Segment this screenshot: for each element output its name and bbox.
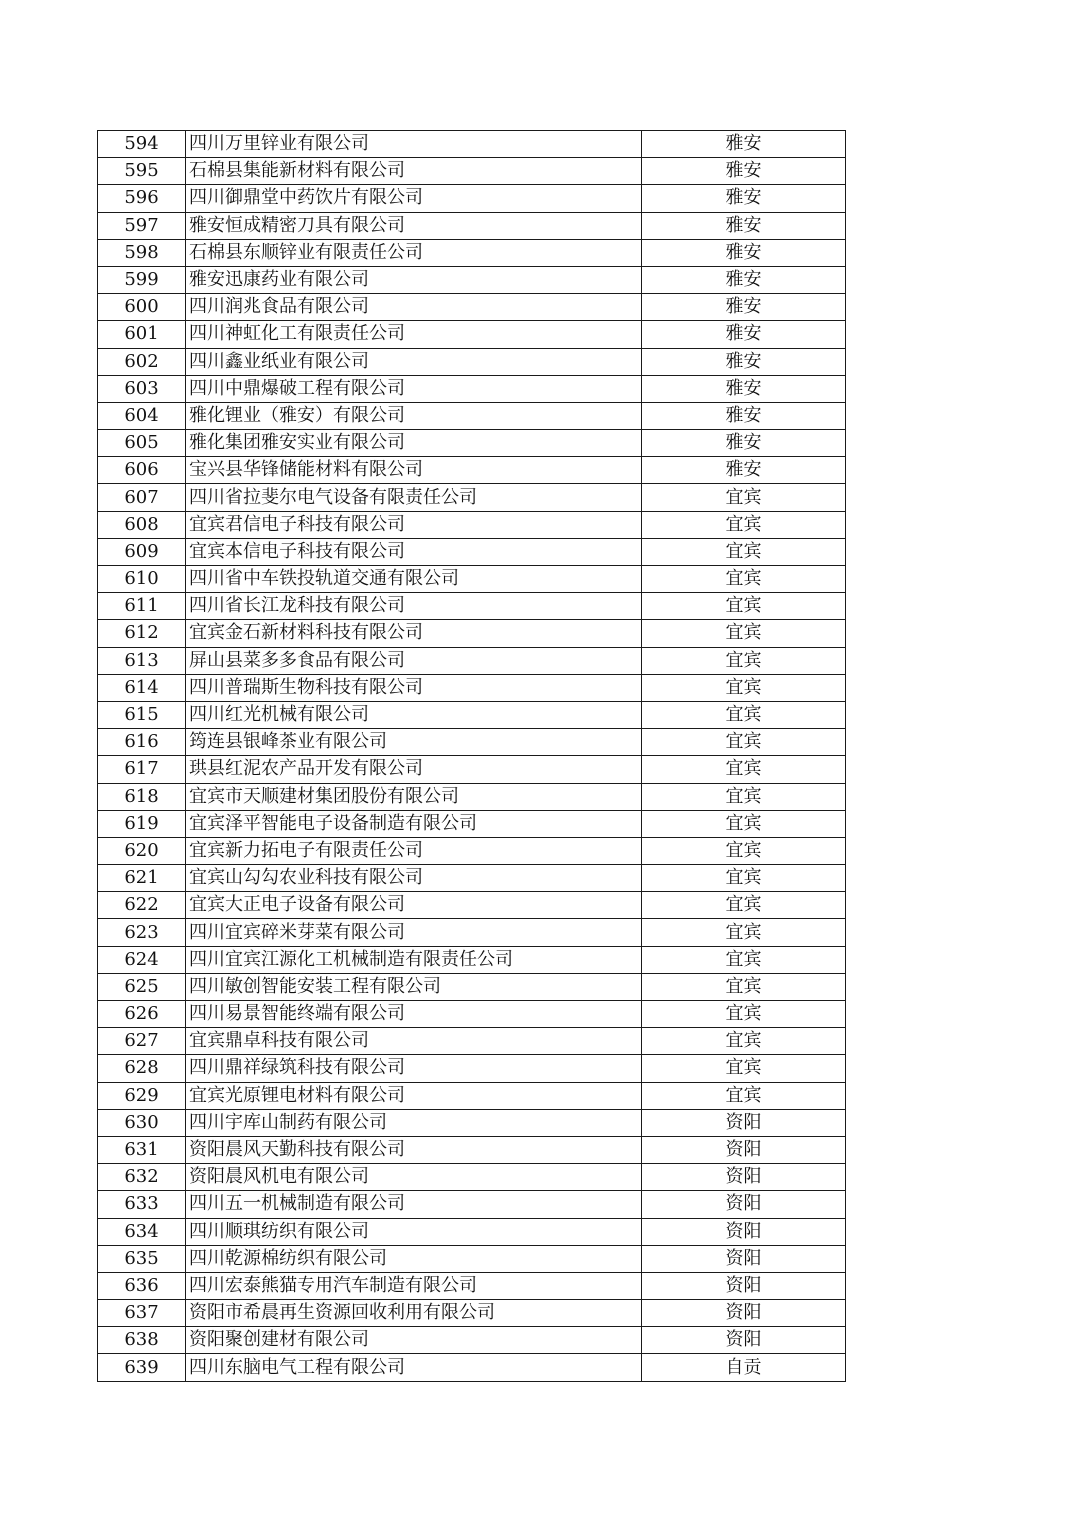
row-number: 636 [98, 1272, 186, 1299]
row-number: 603 [98, 375, 186, 402]
row-number: 601 [98, 321, 186, 348]
region-name: 资阳 [642, 1245, 846, 1272]
region-name: 雅安 [642, 375, 846, 402]
region-name: 宜宾 [642, 1082, 846, 1109]
row-number: 612 [98, 620, 186, 647]
region-name: 雅安 [642, 131, 846, 158]
row-number: 597 [98, 212, 186, 239]
company-name: 四川鑫业纸业有限公司 [186, 348, 642, 375]
company-name: 雅化锂业（雅安）有限公司 [186, 402, 642, 429]
region-name: 雅安 [642, 294, 846, 321]
row-number: 609 [98, 538, 186, 565]
company-name: 宜宾新力拓电子有限责任公司 [186, 837, 642, 864]
table-row [98, 674, 846, 701]
row-number: 621 [98, 865, 186, 892]
row-number: 595 [98, 158, 186, 185]
company-name: 四川省中车铁投轨道交通有限公司 [186, 566, 642, 593]
company-name: 宜宾光原锂电材料有限公司 [186, 1082, 642, 1109]
row-number: 620 [98, 837, 186, 864]
row-number: 598 [98, 239, 186, 266]
row-number: 608 [98, 511, 186, 538]
table-row [98, 1191, 846, 1218]
region-name: 雅安 [642, 430, 846, 457]
company-name: 四川省长江龙科技有限公司 [186, 593, 642, 620]
row-number: 632 [98, 1164, 186, 1191]
row-number: 634 [98, 1218, 186, 1245]
table-row [98, 946, 846, 973]
row-number: 619 [98, 810, 186, 837]
table-body [98, 131, 846, 1382]
company-name: 四川神虹化工有限责任公司 [186, 321, 642, 348]
table-row [98, 1300, 846, 1327]
table-row [98, 1218, 846, 1245]
region-name: 宜宾 [642, 756, 846, 783]
row-number: 639 [98, 1354, 186, 1381]
table-row [98, 484, 846, 511]
table-row [98, 1245, 846, 1272]
company-name: 资阳聚创建材有限公司 [186, 1327, 642, 1354]
table-row [98, 919, 846, 946]
table-row [98, 1164, 846, 1191]
row-number: 623 [98, 919, 186, 946]
row-number: 617 [98, 756, 186, 783]
region-name: 资阳 [642, 1218, 846, 1245]
table-row [98, 1028, 846, 1055]
company-name: 宜宾大正电子设备有限公司 [186, 892, 642, 919]
company-name: 四川鼎祥绿筑科技有限公司 [186, 1055, 642, 1082]
region-name: 宜宾 [642, 810, 846, 837]
company-name: 宜宾君信电子科技有限公司 [186, 511, 642, 538]
row-number: 624 [98, 946, 186, 973]
company-name: 四川敏创智能安装工程有限公司 [186, 973, 642, 1000]
company-name: 宜宾泽平智能电子设备制造有限公司 [186, 810, 642, 837]
table-row [98, 729, 846, 756]
region-name: 资阳 [642, 1109, 846, 1136]
region-name: 雅安 [642, 185, 846, 212]
table-row [98, 593, 846, 620]
row-number: 618 [98, 783, 186, 810]
company-name: 石棉县集能新材料有限公司 [186, 158, 642, 185]
row-number: 604 [98, 402, 186, 429]
company-name: 雅安迅康药业有限公司 [186, 266, 642, 293]
region-name: 宜宾 [642, 511, 846, 538]
table-row [98, 131, 846, 158]
row-number: 626 [98, 1001, 186, 1028]
company-list-table [97, 130, 846, 1382]
table-row [98, 266, 846, 293]
company-name: 四川顺琪纺织有限公司 [186, 1218, 642, 1245]
row-number: 599 [98, 266, 186, 293]
region-name: 宜宾 [642, 783, 846, 810]
company-name: 资阳晨风机电有限公司 [186, 1164, 642, 1191]
company-name: 宝兴县华锋储能材料有限公司 [186, 457, 642, 484]
table-row [98, 892, 846, 919]
row-number: 594 [98, 131, 186, 158]
company-name: 宜宾金石新材料科技有限公司 [186, 620, 642, 647]
row-number: 602 [98, 348, 186, 375]
row-number: 628 [98, 1055, 186, 1082]
row-number: 615 [98, 701, 186, 728]
table-row [98, 1001, 846, 1028]
region-name: 宜宾 [642, 484, 846, 511]
row-number: 633 [98, 1191, 186, 1218]
region-name: 宜宾 [642, 729, 846, 756]
company-name: 石棉县东顺锌业有限责任公司 [186, 239, 642, 266]
table-row [98, 511, 846, 538]
row-number: 606 [98, 457, 186, 484]
table-row [98, 1055, 846, 1082]
company-name: 资阳晨风天勤科技有限公司 [186, 1136, 642, 1163]
table-row [98, 865, 846, 892]
company-name: 四川万里锌业有限公司 [186, 131, 642, 158]
region-name: 宜宾 [642, 538, 846, 565]
region-name: 宜宾 [642, 837, 846, 864]
region-name: 雅安 [642, 158, 846, 185]
table-row [98, 837, 846, 864]
table-row [98, 973, 846, 1000]
company-name: 四川乾源棉纺织有限公司 [186, 1245, 642, 1272]
table-row [98, 1354, 846, 1381]
table-row [98, 1109, 846, 1136]
row-number: 610 [98, 566, 186, 593]
region-name: 雅安 [642, 266, 846, 293]
region-name: 雅安 [642, 348, 846, 375]
region-name: 宜宾 [642, 647, 846, 674]
row-number: 629 [98, 1082, 186, 1109]
table-row [98, 185, 846, 212]
region-name: 资阳 [642, 1327, 846, 1354]
row-number: 616 [98, 729, 186, 756]
company-name: 雅化集团雅安实业有限公司 [186, 430, 642, 457]
region-name: 自贡 [642, 1354, 846, 1381]
region-name: 雅安 [642, 321, 846, 348]
company-name: 四川宜宾碎米芽菜有限公司 [186, 919, 642, 946]
company-name: 四川省拉斐尔电气设备有限责任公司 [186, 484, 642, 511]
table-row [98, 321, 846, 348]
region-name: 宜宾 [642, 701, 846, 728]
row-number: 611 [98, 593, 186, 620]
table-row [98, 1136, 846, 1163]
company-name: 四川宇库山制药有限公司 [186, 1109, 642, 1136]
company-name: 宜宾鼎卓科技有限公司 [186, 1028, 642, 1055]
table-row [98, 212, 846, 239]
company-name: 四川润兆食品有限公司 [186, 294, 642, 321]
region-name: 雅安 [642, 402, 846, 429]
company-name: 屏山县菜多多食品有限公司 [186, 647, 642, 674]
row-number: 605 [98, 430, 186, 457]
row-number: 613 [98, 647, 186, 674]
row-number: 622 [98, 892, 186, 919]
row-number: 637 [98, 1300, 186, 1327]
row-number: 627 [98, 1028, 186, 1055]
table-row [98, 1327, 846, 1354]
region-name: 宜宾 [642, 674, 846, 701]
table-row [98, 1082, 846, 1109]
region-name: 宜宾 [642, 946, 846, 973]
company-name: 四川御鼎堂中药饮片有限公司 [186, 185, 642, 212]
table-row [98, 294, 846, 321]
company-name: 宜宾市天顺建材集团股份有限公司 [186, 783, 642, 810]
company-name: 四川中鼎爆破工程有限公司 [186, 375, 642, 402]
table-row [98, 402, 846, 429]
region-name: 宜宾 [642, 1055, 846, 1082]
region-name: 宜宾 [642, 892, 846, 919]
region-name: 资阳 [642, 1300, 846, 1327]
region-name: 宜宾 [642, 566, 846, 593]
region-name: 宜宾 [642, 865, 846, 892]
region-name: 宜宾 [642, 620, 846, 647]
region-name: 宜宾 [642, 1001, 846, 1028]
table-row [98, 1272, 846, 1299]
table-row [98, 348, 846, 375]
table-row [98, 158, 846, 185]
table-row [98, 538, 846, 565]
company-name: 四川普瑞斯生物科技有限公司 [186, 674, 642, 701]
row-number: 607 [98, 484, 186, 511]
region-name: 资阳 [642, 1191, 846, 1218]
company-name: 四川五一机械制造有限公司 [186, 1191, 642, 1218]
company-name: 宜宾本信电子科技有限公司 [186, 538, 642, 565]
company-name: 四川宏泰熊猫专用汽车制造有限公司 [186, 1272, 642, 1299]
row-number: 614 [98, 674, 186, 701]
company-name: 筠连县银峰茶业有限公司 [186, 729, 642, 756]
row-number: 630 [98, 1109, 186, 1136]
region-name: 资阳 [642, 1272, 846, 1299]
region-name: 宜宾 [642, 593, 846, 620]
table-row [98, 647, 846, 674]
region-name: 雅安 [642, 212, 846, 239]
region-name: 宜宾 [642, 1028, 846, 1055]
company-name: 珙县红泥农产品开发有限公司 [186, 756, 642, 783]
row-number: 600 [98, 294, 186, 321]
row-number: 635 [98, 1245, 186, 1272]
table-row [98, 430, 846, 457]
table-row [98, 756, 846, 783]
table-row [98, 701, 846, 728]
row-number: 631 [98, 1136, 186, 1163]
table-row [98, 375, 846, 402]
table-row [98, 783, 846, 810]
region-name: 雅安 [642, 239, 846, 266]
table-row [98, 457, 846, 484]
company-name: 四川易景智能终端有限公司 [186, 1001, 642, 1028]
region-name: 宜宾 [642, 973, 846, 1000]
company-name: 资阳市希晨再生资源回收利用有限公司 [186, 1300, 642, 1327]
company-name: 四川宜宾江源化工机械制造有限责任公司 [186, 946, 642, 973]
company-name: 四川东脑电气工程有限公司 [186, 1354, 642, 1381]
table-row [98, 239, 846, 266]
table-row [98, 566, 846, 593]
region-name: 雅安 [642, 457, 846, 484]
row-number: 596 [98, 185, 186, 212]
company-name: 雅安恒成精密刀具有限公司 [186, 212, 642, 239]
row-number: 638 [98, 1327, 186, 1354]
region-name: 资阳 [642, 1164, 846, 1191]
table-row [98, 620, 846, 647]
company-name: 宜宾山勾勾农业科技有限公司 [186, 865, 642, 892]
company-name: 四川红光机械有限公司 [186, 701, 642, 728]
region-name: 宜宾 [642, 919, 846, 946]
row-number: 625 [98, 973, 186, 1000]
table-row [98, 810, 846, 837]
region-name: 资阳 [642, 1136, 846, 1163]
